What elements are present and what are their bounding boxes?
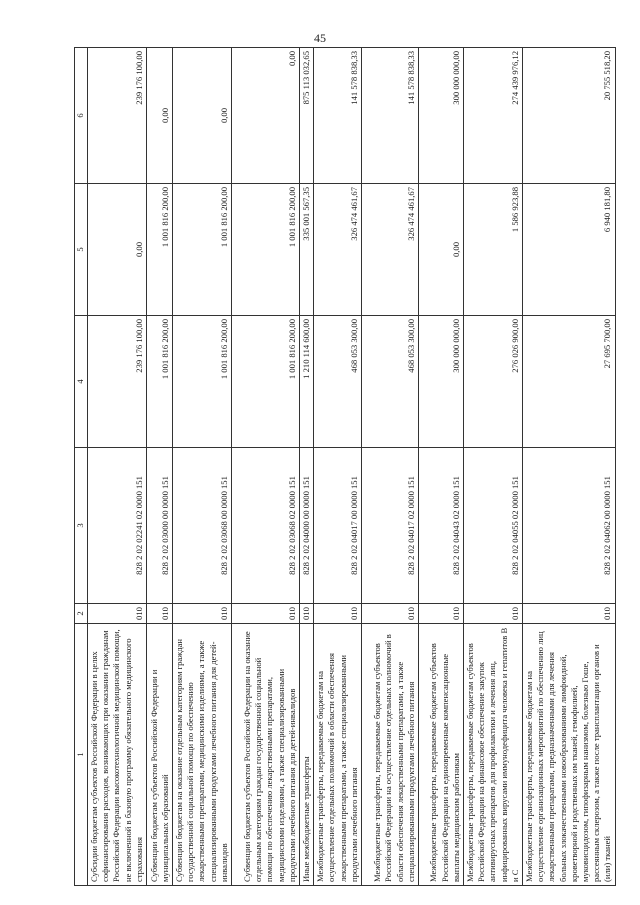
table-row xyxy=(173,48,232,886)
row-value-6: 0,00 xyxy=(147,48,173,184)
column-header: 4 xyxy=(75,316,88,448)
row-code: 010 xyxy=(147,604,173,624)
row-value-4: 1 001 816 200,00 xyxy=(173,316,232,448)
table-row xyxy=(314,48,362,886)
row-value-4: 1 001 816 200,00 xyxy=(147,316,173,448)
row-value-6: 300 000 000,00 xyxy=(419,48,464,184)
header-row xyxy=(75,48,88,886)
row-value-4: 239 176 100,00 xyxy=(88,316,147,448)
row-value-5: 6 940 181,80 xyxy=(523,184,616,316)
row-code: 010 xyxy=(88,604,147,624)
row-name: Субсидии бюджетам субъектов Российской Федерации в целях софинансирования расходов, возникающих при оказании гражданам Российской Федерации высокотехнологичной медицинской помощи, не включенной в базовую программу обязательного медицинского страхования xyxy=(88,624,147,886)
row-code: 010 xyxy=(362,604,419,624)
row-name: Субвенции бюджетам на оказание отдельным категориям граждан государственной социальной помощи по обеспечению лекарственными препаратами, медицинскими изделиями, а также специализированными продуктами лечебного питания для детей-инвалидов xyxy=(173,624,232,886)
table-row xyxy=(419,48,464,886)
row-code: 010 xyxy=(464,604,523,624)
row-value-5: 335 001 567,35 xyxy=(300,184,314,316)
row-name: Межбюджетные трансферты, передаваемые бюджетам на осуществление организационных мероприятий по обеспечению лиц лекарственными препаратами, предназначенными для лечения больных злокачественными новообразованиями лимфоидной, кроветворной и родственных им тканей, гемофилией, муковисцидозом, гипофизарным нанизмом, болезнью Гоше, рассеянным склерозом, а также после трансплантации органов и (или) тканей xyxy=(523,624,616,886)
row-value-6: 875 113 032,65 xyxy=(300,48,314,184)
row-code: 010 xyxy=(419,604,464,624)
row-code: 010 xyxy=(314,604,362,624)
row-code: 010 xyxy=(523,604,616,624)
row-name: Межбюджетные трансферты, передаваемые бюджетам субъектов Российской Федерации на осуществление отдельных полномочий в области обеспечения лекарственными препаратами, а также специализированными продуктами лечебного питания xyxy=(362,624,419,886)
row-value-5: 1 001 816 200,00 xyxy=(147,184,173,316)
row-value-5: 1 001 816 200,00 xyxy=(232,184,300,316)
row-value-6: 0,00 xyxy=(232,48,300,184)
row-kbk: 828 2 02 04062 00 0000 151 xyxy=(523,448,616,604)
row-name: Межбюджетные трансферты, передаваемые бюджетам на осуществление отдельных полномочий в области обеспечения лекарственными препаратами, а также специализированными продуктами лечебного питания xyxy=(314,624,362,886)
row-value-6: 0,00 xyxy=(173,48,232,184)
table-row xyxy=(88,48,147,886)
row-name: Межбюджетные трансферты, передаваемые бюджетам субъектов Российской Федерации на единовременные компенсационные выплаты медицинским работникам xyxy=(419,624,464,886)
row-name: Субвенции бюджетам субъектов Российской Федерации на оказание отдельным категориям граждан государственной социальной помощи по обеспечению лекарственными препаратами, медицинскими изделиями, а также специализированными продуктами лечебного питания для детей-инвалидов xyxy=(232,624,300,886)
row-value-4: 468 053 300,00 xyxy=(314,316,362,448)
row-value-6: 141 578 838,33 xyxy=(314,48,362,184)
row-value-6: 20 755 518,20 xyxy=(523,48,616,184)
row-value-4: 1 001 816 200,00 xyxy=(232,316,300,448)
column-header: 5 xyxy=(75,184,88,316)
table-row xyxy=(300,48,314,886)
row-value-6: 274 439 976,12 xyxy=(464,48,523,184)
row-value-6: 141 578 838,33 xyxy=(362,48,419,184)
row-value-4: 1 210 114 600,00 xyxy=(300,316,314,448)
column-header: 2 xyxy=(75,604,88,624)
table-row xyxy=(147,48,173,886)
row-kbk: 828 2 02 02241 02 0000 151 xyxy=(88,448,147,604)
row-code: 010 xyxy=(173,604,232,624)
row-kbk: 828 2 02 03000 00 0000 151 xyxy=(147,448,173,604)
row-kbk: 828 2 02 04017 00 0000 151 xyxy=(314,448,362,604)
row-kbk: 828 2 02 03068 00 0000 151 xyxy=(173,448,232,604)
row-value-5: 326 474 461,67 xyxy=(362,184,419,316)
row-name: Субвенции бюджетам субъектов Российской Федерации и муниципальных образований xyxy=(147,624,173,886)
row-kbk: 828 2 02 04017 02 0000 151 xyxy=(362,448,419,604)
budget-table xyxy=(74,47,616,886)
row-value-4: 468 053 300,00 xyxy=(362,316,419,448)
row-code: 010 xyxy=(232,604,300,624)
table-row xyxy=(232,48,300,886)
row-value-6: 239 176 100,00 xyxy=(88,48,147,184)
row-value-5: 1 586 923,88 xyxy=(464,184,523,316)
row-kbk: 828 2 02 04043 02 0000 151 xyxy=(419,448,464,604)
page-number: 45 xyxy=(314,31,326,45)
column-header: 6 xyxy=(75,48,88,184)
column-header: 1 xyxy=(75,624,88,886)
row-value-4: 276 026 900,00 xyxy=(464,316,523,448)
row-code: 010 xyxy=(300,604,314,624)
table-row xyxy=(523,48,616,886)
row-kbk: 828 2 02 03068 02 0000 151 xyxy=(232,448,300,604)
row-value-5: 1 001 816 200,00 xyxy=(173,184,232,316)
row-value-4: 300 000 000,00 xyxy=(419,316,464,448)
row-value-5: 326 474 461,67 xyxy=(314,184,362,316)
row-name: Иные межбюджетные трансферты xyxy=(300,624,314,886)
row-kbk: 828 2 02 04055 02 0000 151 xyxy=(464,448,523,604)
table-row xyxy=(464,48,523,886)
table-area xyxy=(74,48,613,886)
row-value-5: 0,00 xyxy=(419,184,464,316)
row-kbk: 828 2 02 04000 00 0000 151 xyxy=(300,448,314,604)
table-row xyxy=(362,48,419,886)
row-value-5: 0,00 xyxy=(88,184,147,316)
column-header: 3 xyxy=(75,448,88,604)
row-value-4: 27 695 700,00 xyxy=(523,316,616,448)
row-name: Межбюджетные трансферты, передаваемые бюджетам субъектов Российской Федерации на финансовое обеспечение закупок антивирусных препаратов для профилактики и лечения лиц, инфицированных вирусами иммунодефицита человека и гепатитов В и С xyxy=(464,624,523,886)
